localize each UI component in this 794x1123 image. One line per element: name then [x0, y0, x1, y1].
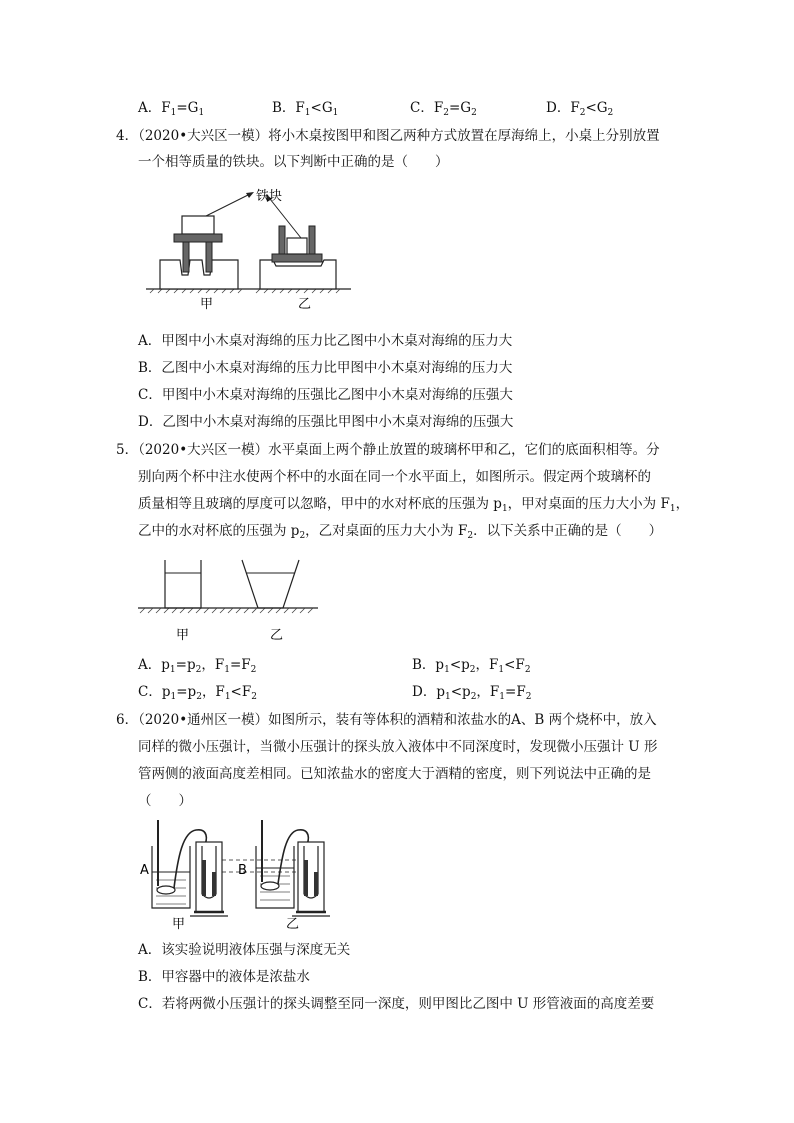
q5-b-s1: 1 [444, 665, 450, 675]
cup-jia [165, 560, 201, 608]
q5-a-label: A． [138, 657, 162, 673]
q5-d-rel1: <p [450, 684, 471, 700]
q5-option-c [138, 683, 257, 701]
q5-line3-b: ，甲对桌面的压力大小为 F [507, 496, 670, 512]
q5-d-p: p [436, 684, 445, 700]
q6-label-yi: 乙 [286, 917, 300, 932]
q5-a-mid: ，F [201, 657, 225, 673]
q5-line4-a: 乙中的水对杯底的压强为 p [138, 523, 300, 539]
q3-d-rel: <G [585, 100, 608, 116]
q6-label-b: B [238, 863, 247, 878]
q5-b-rel1: <p [449, 657, 470, 673]
q5-d-rel2: =F [505, 684, 526, 700]
q3-a-rel: =G [176, 100, 199, 116]
q5-label-jia: 甲 [176, 628, 190, 643]
q5-a-p: p [161, 657, 170, 673]
q6-stem-line4: （ ） [138, 793, 192, 809]
q5-c-s2: 2 [196, 692, 202, 702]
q3-b-pre: F [295, 100, 305, 116]
q5-b-mid: ，F [475, 657, 499, 673]
q5-c-rel2: <F [230, 684, 252, 700]
q6-option-a: A．该实验说明液体压强与深度无关 [138, 942, 351, 958]
q3-a-sub1: 1 [170, 108, 177, 118]
q4-option-a: A．甲图中小木桌对海绵的压力比乙图中小木桌对海绵的压力大 [138, 333, 513, 349]
q3-d-sub1: 2 [579, 108, 586, 118]
q5-d-label: D． [412, 684, 437, 700]
q6-label-jia: 甲 [172, 917, 186, 932]
q3-a-sub2: 1 [198, 108, 205, 118]
q4-figure [146, 180, 366, 310]
q5-a-s4: 2 [250, 665, 257, 675]
q5-c-s1: 1 [170, 692, 177, 702]
q5-figure [138, 555, 328, 645]
q5-line4-b: ，乙对桌面的压力大小为 F [305, 523, 468, 539]
q5-stem-line4 [138, 522, 662, 540]
q5-c-s3: 1 [224, 692, 231, 702]
q5-b-label: B． [412, 657, 436, 673]
cup-yi [242, 560, 299, 608]
q6-figure [138, 816, 378, 931]
q4-label-yi: 乙 [298, 297, 312, 312]
q5-d-s3: 1 [499, 692, 506, 702]
q6-option-b: B．甲容器中的液体是浓盐水 [138, 969, 310, 985]
q5-b-s2: 2 [469, 665, 476, 675]
q5-label-yi: 乙 [270, 628, 284, 643]
q5-c-rel1: =p [176, 684, 197, 700]
q3-b-rel: <G [310, 100, 333, 116]
q5-c-label: C． [138, 684, 162, 700]
iron-block-label: 铁块 [256, 189, 283, 204]
q5-a-s3: 1 [224, 665, 230, 675]
q3-c-sub2: 2 [471, 108, 477, 118]
q6-stem-line3: 管两侧的液面高度差相同。已知浓盐水的密度大于酒精的密度，则下列说法中正确的是 [138, 766, 651, 782]
q5-b-s4: 2 [524, 665, 531, 675]
q3-d-sub2: 2 [607, 108, 614, 118]
q5-line4-sub1: 2 [299, 531, 306, 541]
q5-a-s2: 2 [195, 665, 202, 675]
q5-option-d [412, 683, 531, 701]
q3-option-d-label: D． [546, 100, 571, 116]
q5-d-s4: 2 [525, 692, 532, 702]
q3-d-pre: F [570, 100, 580, 116]
q5-stem-line3 [138, 495, 689, 513]
q3-b-sub1: 1 [304, 108, 311, 118]
q4-option-c: C．甲图中小木桌对海绵的压强比乙图中小木桌对海绵的压强大 [138, 387, 513, 403]
q3-option-a [138, 99, 204, 117]
q3-option-b-label: B． [272, 100, 296, 116]
q4-option-b: B．乙图中小木桌对海绵的压力比甲图中小木桌对海绵的压力大 [138, 360, 513, 376]
q5-stem-line2: 别向两个杯中注水使两个杯中的水面在同一个水平面上，如图所示。假定两个玻璃杯的 [138, 469, 651, 485]
yi-iron-block [287, 238, 307, 254]
q3-b-sub2: 1 [332, 108, 339, 118]
q5-b-p: p [435, 657, 445, 673]
q3-c-pre: F [433, 100, 444, 116]
q6-option-c: C．若将两微小压强计的探头调整至同一深度，则甲图比乙图中 U 形管液面的高度差要 [138, 996, 655, 1012]
q3-option-d [546, 99, 613, 117]
q3-option-c [410, 99, 477, 117]
q5-d-s1: 1 [444, 692, 451, 702]
q6-label-a: A [140, 863, 149, 878]
q5-a-rel1: =p [175, 657, 196, 673]
q5-line4-c: ．以下关系中正确的是（ ） [473, 523, 663, 539]
q3-option-a-label: A． [138, 100, 162, 116]
q5-line4-sub2: 2 [467, 531, 474, 541]
q3-c-sub1: 2 [443, 108, 449, 118]
q5-d-s2: 2 [470, 692, 477, 702]
q5-option-a [138, 656, 256, 674]
q3-option-b [272, 99, 338, 117]
q5-line3-a: 质量相等且玻璃的厚度可以忽略，甲中的水对杯底的压强为 p [138, 496, 502, 512]
q5-c-s4: 2 [251, 692, 257, 702]
q6-stem-line1: 6．（2020•通州区一模）如图所示，装有等体积的酒精和浓盐水的A、B 两个烧杯中，放入 [116, 712, 657, 728]
jia-iron-block [182, 216, 214, 234]
q5-stem-line1: 5．（2020•大兴区一模）水平桌面上两个静止放置的玻璃杯甲和乙，它们的底面积相等。分 [116, 442, 660, 458]
q5-c-p: p [161, 684, 171, 700]
q5-line3-sub2: 1 [669, 504, 676, 514]
q5-a-s1: 1 [169, 665, 176, 675]
q4-label-jia: 甲 [200, 297, 214, 312]
q3-c-rel: =G [448, 100, 472, 116]
q5-b-rel2: <F [504, 657, 525, 673]
q5-b-s3: 1 [498, 665, 505, 675]
q5-d-mid: ，F [476, 684, 500, 700]
q5-line3-sub1: 1 [501, 504, 508, 514]
q3-a-pre: F [161, 100, 171, 116]
q5-option-b [412, 656, 531, 674]
q5-c-mid: ，F [201, 684, 225, 700]
q4-stem-line1: 4．（2020•大兴区一模）将小木桌按图甲和图乙两种方式放置在厚海绵上，小桌上分别放置 [116, 128, 660, 144]
q5-a-rel2: =F [229, 657, 251, 673]
q4-stem-line2: 一个相等质量的铁块。以下判断中正确的是（ ） [138, 154, 449, 170]
q5-line3-c: ， [675, 496, 690, 512]
q3-option-c-label: C． [410, 100, 434, 116]
q4-option-d: D．乙图中小木桌对海绵的压强比甲图中小木桌对海绵的压强大 [138, 414, 514, 430]
q6-stem-line2: 同样的微小压强计，当微小压强计的探头放入液体中不同深度时，发现微小压强计 U 形 [138, 739, 658, 755]
